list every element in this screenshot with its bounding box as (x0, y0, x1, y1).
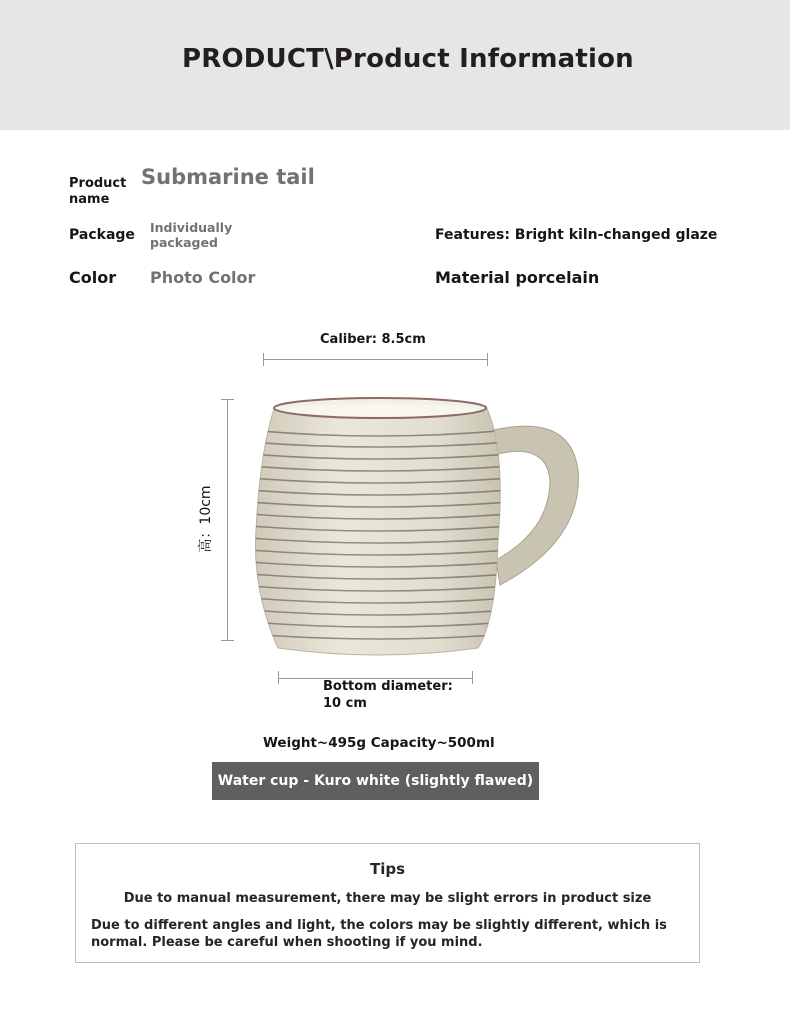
bottom-tick-left (278, 671, 279, 684)
mug-body (255, 400, 500, 655)
height-tick-bottom (221, 640, 234, 641)
caliber-label: Caliber: 8.5cm (320, 332, 426, 347)
color-value: Photo Color (150, 268, 256, 287)
material-text: Material porcelain (435, 268, 600, 287)
page-title: PRODUCT\Product Information (182, 44, 634, 74)
features-text: Features: Bright kiln-changed glaze (435, 227, 718, 243)
mug-photo (250, 390, 585, 660)
tips-box (75, 843, 700, 963)
product-name-value: Submarine tail (141, 165, 315, 189)
caliber-tick-right (487, 353, 488, 366)
mug-inner (282, 404, 478, 416)
weight-capacity: Weight~495g Capacity~500ml (263, 735, 495, 751)
height-label: 高：10cm (198, 485, 214, 553)
package-label: Package (69, 227, 135, 243)
height-line (227, 399, 228, 641)
package-value: Individually packaged (150, 220, 233, 250)
product-variant-bar: Water cup - Kuro white (slightly flawed) (212, 762, 539, 800)
color-label: Color (69, 268, 117, 287)
bottom-label: Bottom diameter: 10 cm (323, 679, 453, 711)
tips-line-measurement: Due to manual measurement, there may be slight errors in product size (123, 891, 652, 906)
product-name-label: Product name (69, 176, 127, 207)
height-tick-top (221, 399, 234, 400)
caliber-line (263, 359, 488, 360)
caliber-tick-left (263, 353, 264, 366)
tips-line-color: Due to different angles and light, the colors may be slightly different, which is normal. Please be careful when shooting if you mind. (91, 918, 667, 950)
tips-title: Tips (369, 860, 406, 878)
